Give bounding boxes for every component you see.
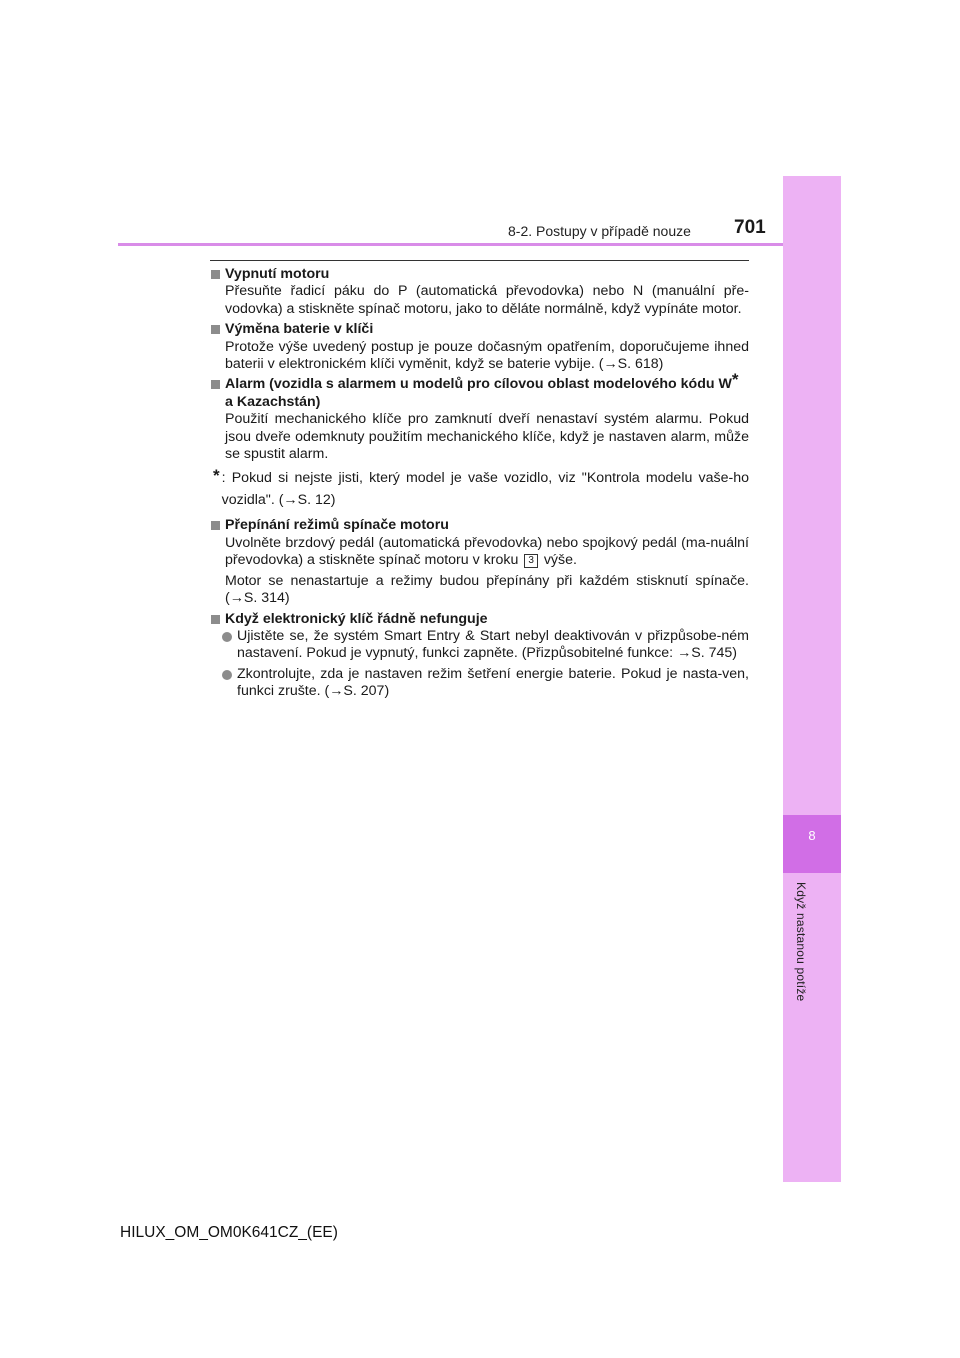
list-item: [222, 628, 749, 663]
section-text: Přesuňte řadicí páku do P (automatická převodovka) nebo N (manuální pře-vodovka) a stiskněte spínač motoru, jako to děláte normálně, když vypínáte motor.: [225, 283, 749, 317]
section-text: Protože výše uvedený postup je pouze dočasným opatřením, doporučujeme ihned baterii v elektronickém klíči vyměnit, když se baterie vybije. (→S. 618): [225, 338, 749, 373]
square-bullet-icon: [211, 615, 220, 624]
section-text-2: Motor se nenastartuje a režimy budou přepínány při každém stisknutí spínače. (→S. 314): [225, 572, 749, 607]
document-code: HILUX_OM_OM0K641CZ_(EE): [120, 1224, 338, 1241]
section-heading: [209, 321, 749, 338]
section-heading: [209, 517, 749, 534]
section-mode-switching: [209, 517, 749, 607]
section-alarm: [209, 370, 749, 511]
heading-text: Výměna baterie v klíči: [225, 321, 374, 338]
round-bullet-icon: [222, 670, 232, 680]
step-number-box: 3: [524, 554, 538, 568]
heading-text: Alarm (vozidla s alarmem u modelů pro cílovou oblast modelového kódu W* a Kazachstán): [225, 370, 739, 410]
section-engine-stop: [209, 266, 749, 318]
section-heading: [209, 611, 749, 628]
square-bullet-icon: [211, 521, 220, 530]
square-bullet-icon: [211, 380, 220, 389]
footnote-marker: *: [731, 370, 739, 390]
heading-text: Přepínání režimů spínače motoru: [225, 517, 449, 534]
page-content: [209, 266, 749, 704]
round-bullet-icon: [222, 632, 232, 642]
list-item: [222, 666, 749, 701]
footnote: [213, 467, 749, 511]
list-item-text: Ujistěte se, že systém Smart Entry & Start nebyl deaktivován v přizpůsobe-ném nastavení. Pokud je vypnutý, funkci zapněte. (Přizpůsobitelné funkce: →S. 745): [237, 627, 749, 662]
chapter-number-block: [783, 815, 841, 873]
heading-text: Vypnutí motoru: [225, 266, 330, 282]
section-heading: [209, 370, 749, 411]
square-bullet-icon: [211, 270, 220, 279]
footnote-asterisk: *: [213, 466, 220, 486]
section-text: Použití mechanického klíče pro zamknutí dveří nenastaví systém alarmu. Pokud jsou dveře odemknuty použitím mechanického klíče, když je nastaven alarm, může se spustit alarm.: [225, 411, 749, 463]
chapter-number: 8: [808, 828, 816, 843]
chapter-side-tab: [783, 176, 841, 1182]
list-item-text: Zkontrolujte, zda je nastaven režim šetření energie baterie. Pokud je nasta-ven, funkci zrušte. (→S. 207): [237, 665, 749, 700]
chapter-title-vertical: Když nastanou potíže: [794, 882, 808, 1002]
section-text: Uvolněte brzdový pedál (automatická převodovka) nebo spojkový pedál (ma-nuální převodovka) a stiskněte spínač motoru v kroku 3 výše.: [225, 534, 749, 569]
section-reference: 8-2. Postupy v případě nouze: [508, 223, 691, 239]
section-key-malfunction: [209, 611, 749, 701]
square-bullet-icon: [211, 325, 220, 334]
page-number: 701: [734, 217, 766, 238]
footnote-text: : Pokud si nejste jisti, který model je vaše vozidlo, viz "Kontrola modelu vaše-ho vozidla". (→S. 12): [221, 470, 749, 509]
header-rule: [118, 243, 783, 246]
section-heading: [209, 266, 749, 283]
heading-text: Když elektronický klíč řádně nefunguje: [225, 610, 488, 627]
content-top-rule: [210, 260, 749, 261]
section-battery-replacement: [209, 321, 749, 373]
